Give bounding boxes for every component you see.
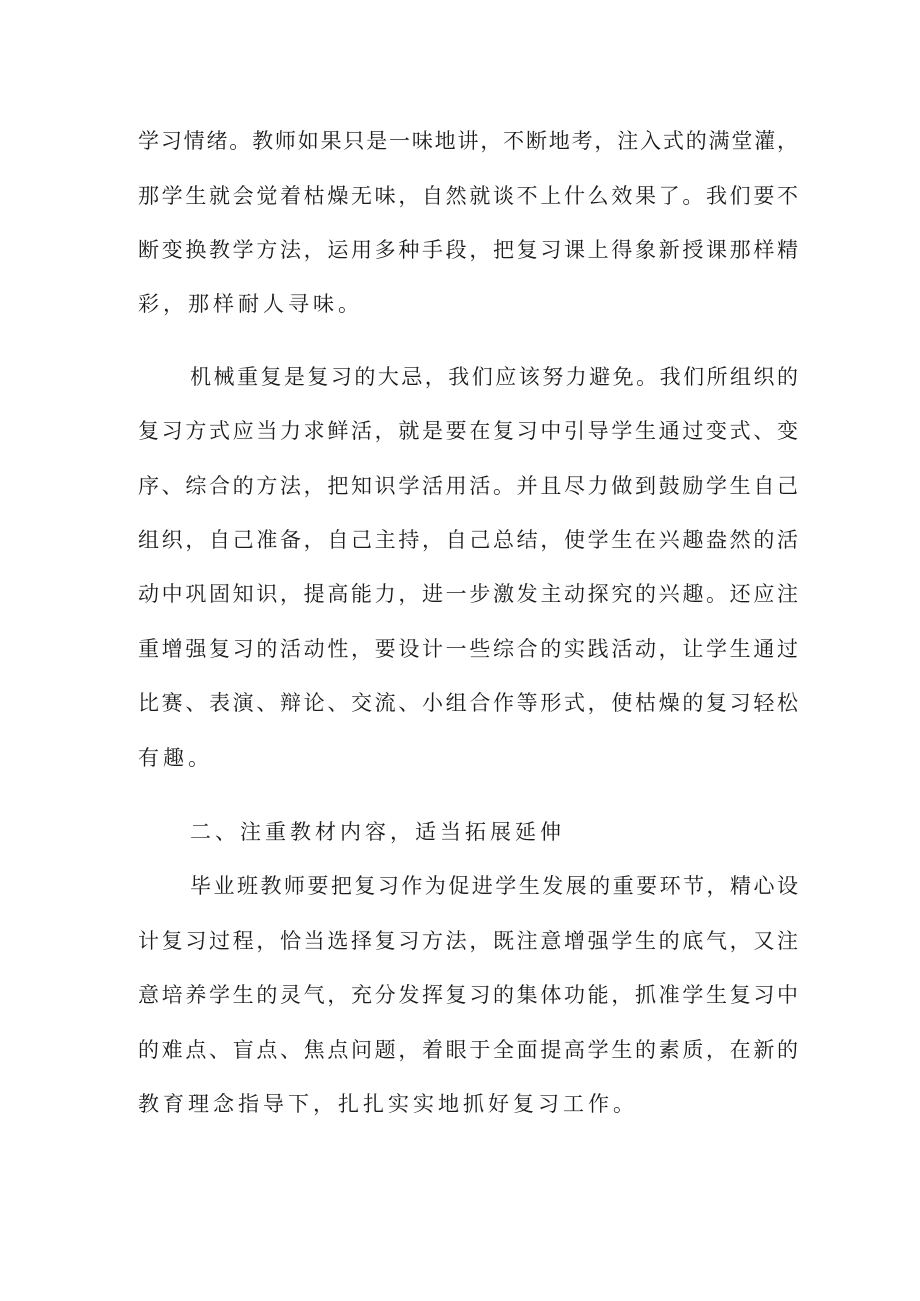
paragraph-2-line-6: 重增强复习的活动性，要设计一些综合的实践活动，让学生通过 — [138, 637, 798, 661]
paragraph-3-line-1: 毕业班教师要把复习作为促进学生发展的重要环节，精心设 — [190, 874, 798, 898]
paragraph-2-line-7: 比赛、表演、辩论、交流、小组合作等形式，使枯燥的复习轻松 — [138, 691, 798, 715]
paragraph-2-line-8: 有趣。 — [138, 746, 213, 770]
paragraph-1-line-4: 彩，那样耐人寻味。 — [138, 292, 363, 316]
paragraph-3-line-4: 的难点、盲点、焦点问题，着眼于全面提高学生的素质，在新的 — [138, 1038, 798, 1062]
paragraph-1-line-3: 断变换教学方法，运用多种手段，把复习课上得象新授课那样精 — [138, 238, 798, 262]
paragraph-3-line-2: 计复习过程，恰当选择复习方法，既注意增强学生的底气，又注 — [138, 929, 798, 953]
paragraph-2-line-2: 复习方式应当力求鲜活，就是要在复习中引导学生通过变式、变 — [138, 419, 798, 443]
section-heading: 二、注重教材内容，适当拓展延伸 — [190, 820, 565, 844]
paragraph-1-line-1: 学习情绪。教师如果只是一味地讲，不断地考，注入式的满堂灌， — [138, 129, 798, 153]
paragraph-2-line-5: 动中巩固知识，提高能力，进一步激发主动探究的兴趣。还应注 — [138, 582, 798, 606]
paragraph-2-line-3: 序、综合的方法，把知识学活用活。并且尽力做到鼓励学生自己 — [138, 474, 798, 498]
paragraph-3-line-3: 意培养学生的灵气，充分发挥复习的集体功能，抓准学生复习中 — [138, 983, 798, 1007]
paragraph-1-line-2: 那学生就会觉着枯燥无味，自然就谈不上什么效果了。我们要不 — [138, 184, 798, 208]
paragraph-2-line-1: 机械重复是复习的大忌，我们应该努力避免。我们所组织的 — [190, 365, 798, 389]
paragraph-3-line-5: 教育理念指导下，扎扎实实地抓好复习工作。 — [138, 1092, 638, 1116]
paragraph-2-line-4: 组织，自己准备，自己主持，自己总结，使学生在兴趣盎然的活 — [138, 528, 798, 552]
